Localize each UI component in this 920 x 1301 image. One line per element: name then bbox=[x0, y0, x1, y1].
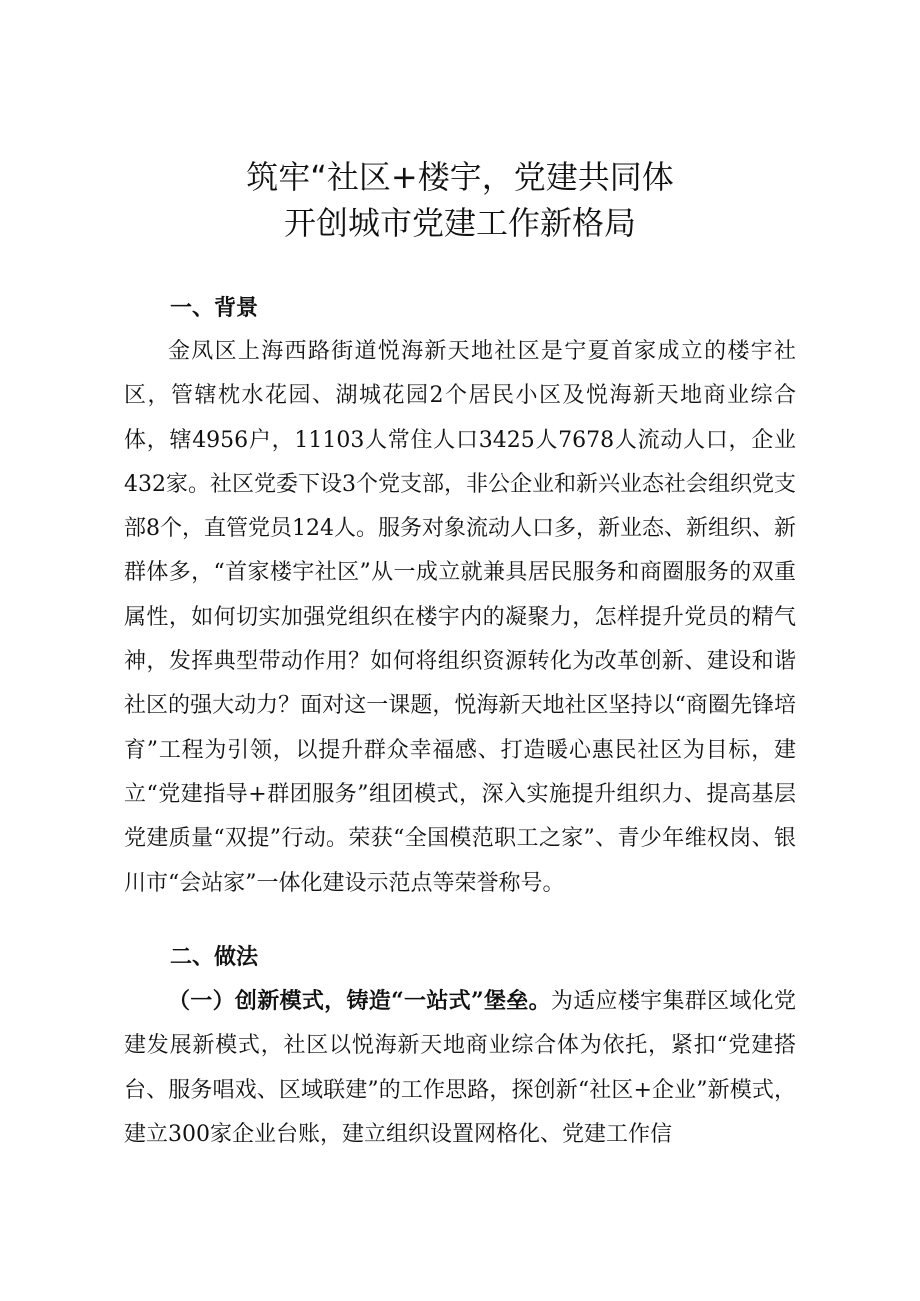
document-title-line-2: 开创城市党建工作新格局 bbox=[283, 204, 636, 242]
methods-item-1-body: 为适应楼宇集群区域化党建发展新模式，社区以悦海新天地商业综合体为依托，紧扣“党建搭台、服务唱戏、区域联建”的工作思路，探创新“社区+企业”新模式，建立300家企业台账，建立组织设置网格化、党建工作信 bbox=[124, 989, 796, 1147]
methods-item-1-lead: （一）创新模式，铸造“一站式”堡垒。 bbox=[168, 988, 551, 1014]
section-heading-methods: 二、做法 bbox=[170, 944, 259, 970]
section-heading-background: 一、背景 bbox=[170, 295, 259, 321]
methods-paragraph bbox=[124, 979, 796, 1157]
document-title-line-1: 筑牢“社区+楼宇，党建共同体 bbox=[246, 158, 674, 196]
background-paragraph: 金凤区上海西路街道悦海新天地社区是宁夏首家成立的楼宇社区，管辖枕水花园、湖城花园2个居民小区及悦海新天地商业综合体，辖4956户，11103人常住人口3425人7678人流动人口，企业432家。社区党委下设3个党支部，非公企业和新兴业态社会组织党支部8个，直管党员124人。服务对象流动人口多，新业态、新组织、新群体多，“首家楼宇社区”从一成立就兼具居民服务和商圈服务的双重属性，如何切实加强党组织在楼宇内的凝聚力，怎样提升党员的精气神，发挥典型带动作用？如何将组织资源转化为改革创新、建设和谐社区的强大动力？面对这一课题，悦海新天地社区坚持以“商圈先锋培育”工程为引领，以提升群众幸福感、打造暖心惠民社区为目标，建立“党建指导+群团服务”组团模式，深入实施提升组织力、提高基层党建质量“双提”行动。荣获“全国模范职工之家”、青少年维权岗、银川市“会站家”一体化建设示范点等荣誉称号。 bbox=[124, 339, 796, 896]
